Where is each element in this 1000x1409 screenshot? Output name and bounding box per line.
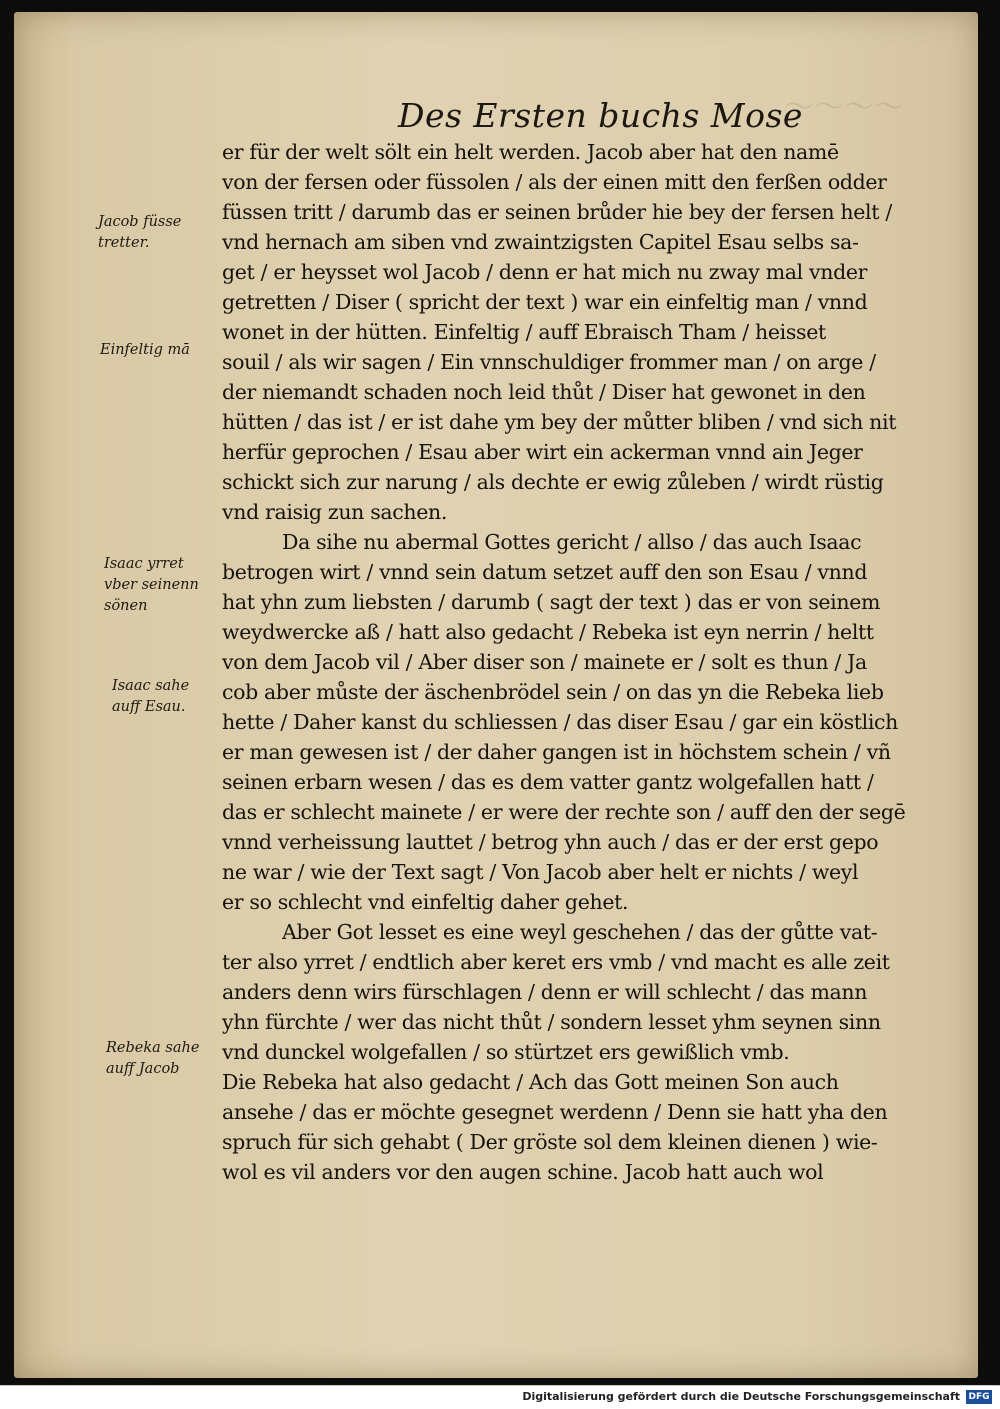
text-line: getretten / Diser ( spricht der text ) war ein einfeltig man / vnnd <box>222 290 868 314</box>
marginal-note <box>106 1038 199 1080</box>
show-through-text: 〜〜〜〜 <box>784 90 904 125</box>
marginal-note-line: vber seinenn <box>104 577 199 593</box>
text-line: er so schlecht vnd einfeltig daher gehet. <box>222 890 629 914</box>
dfg-logo: DFG <box>966 1390 992 1404</box>
text-line: vnnd verheissung lauttet / betrog yhn auch / das er der erst gepo <box>222 830 879 854</box>
text-line: cob aber můste der äschenbrödel sein / on das yn die Rebeka lieb <box>222 680 884 704</box>
funding-credit: Digitalisierung gefördert durch die Deutsche Forschungsgemeinschaft <box>522 1390 960 1403</box>
text-line: herfür geprochen / Esau aber wirt ein ackerman vnnd ain Jeger <box>222 440 863 464</box>
marginal-note-line: Isaac yrret <box>104 556 184 572</box>
text-line: weydwercke aß / hatt also gedacht / Rebeka ist eyn nerrin / heltt <box>222 620 874 644</box>
text-line: wol es vil anders vor den augen schine. Jacob hatt auch wol <box>222 1160 824 1184</box>
text-line: hütten / das ist / er ist dahe ym bey der můtter bliben / vnd sich nit <box>222 410 897 434</box>
marginal-note <box>98 212 181 254</box>
text-line: hette / Daher kanst du schliessen / das diser Esau / gar ein köstlich <box>222 710 899 734</box>
marginal-note-line: sönen <box>104 598 148 614</box>
text-line: ansehe / das er möchte gesegnet werdenn / Denn sie hatt yha den <box>222 1100 888 1124</box>
text-line: wonet in der hütten. Einfeltig / auff Ebraisch Tham / heisset <box>222 320 826 344</box>
text-line: get / er heysset wol Jacob / denn er hat mich nu zway mal vnder <box>222 260 868 284</box>
marginal-note-line: Rebeka sahe <box>106 1040 200 1056</box>
footer-bar <box>0 1385 1000 1409</box>
text-line: füssen tritt / darumb das er seinen brůder hie bey der fersen helt / <box>222 200 892 224</box>
running-head: Des Ersten buchs Mose <box>398 96 803 135</box>
text-line-indented: Aber Got lesset es eine weyl geschehen / das der gůtte vat- <box>282 920 878 944</box>
text-line: anders denn wirs fürschlagen / denn er will schlecht / das mann <box>222 980 868 1004</box>
text-line: der niemandt schaden noch leid thůt / Diser hat gewonet in den <box>222 380 866 404</box>
text-line: betrogen wirt / vnnd sein datum setzet auff den son Esau / vnnd <box>222 560 868 584</box>
text-line: von dem Jacob vil / Aber diser son / mainete er / solt es thun / Ja <box>222 650 867 674</box>
text-line: seinen erbarn wesen / das es dem vatter gantz wolgefallen hatt / <box>222 770 874 794</box>
marginal-note-line: Isaac sahe <box>112 678 190 694</box>
text-line: vnd dunckel wolgefallen / so stürtzet ers gewißlich vmb. <box>222 1040 790 1064</box>
marginal-note <box>100 340 190 361</box>
marginal-note-line: Jacob füsse <box>98 214 182 230</box>
marginal-note-line: auff Jacob <box>106 1061 180 1077</box>
text-line: Die Rebeka hat also gedacht / Ach das Gott meinen Son auch <box>222 1070 839 1094</box>
marginal-note-line: auff Esau. <box>112 699 186 715</box>
marginal-note <box>112 676 189 718</box>
text-line: souil / als wir sagen / Ein vnnschuldiger frommer man / on arge / <box>222 350 876 374</box>
text-line: vnd raisig zun sachen. <box>222 500 448 524</box>
text-line: spruch für sich gehabt ( Der gröste sol dem kleinen dienen ) wie- <box>222 1130 878 1154</box>
text-line-indented: Da sihe nu abermal Gottes gericht / allso / das auch Isaac <box>282 530 862 554</box>
text-line: vnd hernach am siben vnd zwaintzigsten Capitel Esau selbs sa- <box>222 230 859 254</box>
text-line: ne war / wie der Text sagt / Von Jacob aber helt er nichts / weyl <box>222 860 859 884</box>
text-line: von der fersen oder füssolen / als der einen mitt den ferßen odder <box>222 170 887 194</box>
marginal-note <box>104 554 199 617</box>
text-line: yhn fürchte / wer das nicht thůt / sondern lesset yhm seynen sinn <box>222 1010 881 1034</box>
text-line: ter also yrret / endtlich aber keret ers vmb / vnd macht es alle zeit <box>222 950 890 974</box>
text-line: das er schlecht mainete / er were der rechte son / auff den der segē <box>222 800 906 824</box>
marginal-note-line: tretter. <box>98 235 150 251</box>
text-line: schickt sich zur narung / als dechte er ewig zůleben / wirdt rüstig <box>222 470 884 494</box>
text-line: hat yhn zum liebsten / darumb ( sagt der text ) das er von seinem <box>222 590 881 614</box>
text-line: er für der welt sölt ein helt werden. Jacob aber hat den namē <box>222 140 839 164</box>
marginal-note-line: Einfeltig mā <box>100 342 190 358</box>
text-line: er man gewesen ist / der daher gangen ist in höchstem schein / vñ <box>222 740 891 764</box>
